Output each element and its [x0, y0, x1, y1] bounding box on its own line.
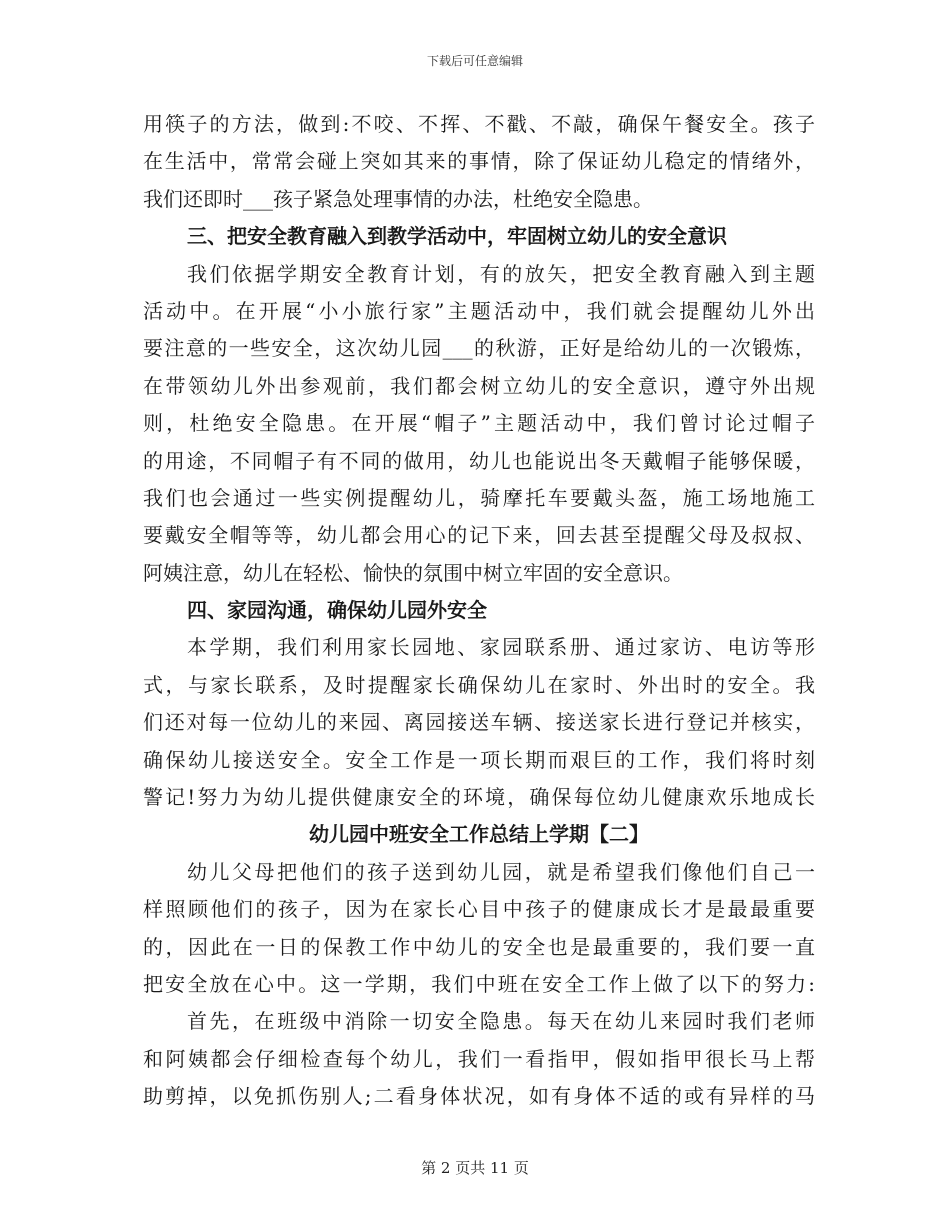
paragraph-line: 确保幼儿接送安全。安全工作是一项长期而艰巨的工作，我们将时刻 — [143, 747, 815, 772]
paragraph-line: 阿姨注意，幼儿在轻松、愉快的氛围中树立牢固的安全意识。 — [143, 560, 683, 585]
paragraph-line: 样照顾他们的孩子，因为在家长心目中孩子的健康成长才是最最重要 — [143, 897, 815, 922]
paragraph-line: 我们还即时___孩子紧急处理事情的办法，杜绝安全隐患。 — [143, 186, 653, 211]
document-body — [143, 106, 815, 1116]
page-number-footer: 第 2 页共 11 页 — [421, 1159, 529, 1177]
paragraph-line: 警记!努力为幼儿提供健康安全的环境，确保每位幼儿健康欢乐地成长 — [143, 785, 815, 810]
section-heading-4: 四、家园沟通，确保幼儿园外安全 — [187, 598, 487, 623]
paragraph-line: 本学期，我们利用家长园地、家园联系册、通过家访、电访等形 — [187, 635, 815, 660]
header-note: 下载后可任意编辑 — [426, 54, 523, 68]
paragraph-line: 们还对每一位幼儿的来园、离园接送车辆、接送家长进行登记并核实， — [143, 710, 815, 735]
paragraph-line: 我们也会通过一些实例提醒幼儿，骑摩托车要戴头盔，施工场地施工 — [143, 485, 815, 510]
paragraph-line: 的用途，不同帽子有不同的做用，幼儿也能说出冬天戴帽子能够保暖， — [143, 448, 815, 473]
paragraph-line: 我们依据学期安全教育计划，有的放矢，把安全教育融入到主题 — [187, 261, 815, 286]
paragraph-line: 和阿姨都会仔细检查每个幼儿，我们一看指甲，假如指甲很长马上帮 — [143, 1046, 815, 1071]
paragraph-line: 的，因此在一日的保教工作中幼儿的安全也是最重要的，我们要一直 — [143, 934, 815, 959]
paragraph-line: 幼儿父母把他们的孩子送到幼儿园，就是希望我们像他们自己一 — [187, 859, 815, 884]
paragraph-line: 则，杜绝安全隐患。在开展“帽子”主题活动中，我们曾讨论过帽子 — [143, 411, 815, 436]
paragraph-line: 把安全放在心中。这一学期，我们中班在安全工作上做了以下的努力: — [143, 971, 815, 996]
paragraph-line: 要注意的一些安全，这次幼儿园___的秋游，正好是给幼儿的一次锻炼， — [143, 336, 815, 361]
paragraph-line: 式，与家长联系，及时提醒家长确保幼儿在家时、外出时的安全。我 — [143, 672, 815, 697]
paragraph-line: 在带领幼儿外出参观前，我们都会树立幼儿的安全意识，遵守外出规 — [143, 373, 815, 398]
section-heading-3: 三、把安全教育融入到教学活动中，牢固树立幼儿的安全意识 — [187, 224, 727, 249]
paragraph-line: 助剪掉，以免抓伤别人;二看身体状况，如有身体不适的或有异样的马 — [143, 1084, 815, 1109]
article-title: 幼儿园中班安全工作总结上学期【二】 — [309, 822, 649, 847]
paragraph-line: 用筷子的方法，做到:不咬、不挥、不戳、不敲，确保午餐安全。孩子 — [143, 112, 815, 136]
paragraph-line: 活动中。在开展“小小旅行家”主题活动中，我们就会提醒幼儿外出 — [143, 298, 815, 323]
paragraph-line: 首先，在班级中消除一切安全隐患。每天在幼儿来园时我们老师 — [187, 1009, 815, 1034]
paragraph-line: 在生活中，常常会碰上突如其来的事情，除了保证幼儿稳定的情绪外， — [143, 149, 815, 174]
paragraph-line: 要戴安全帽等等，幼儿都会用心的记下来，回去甚至提醒父母及叔叔、 — [143, 523, 815, 548]
